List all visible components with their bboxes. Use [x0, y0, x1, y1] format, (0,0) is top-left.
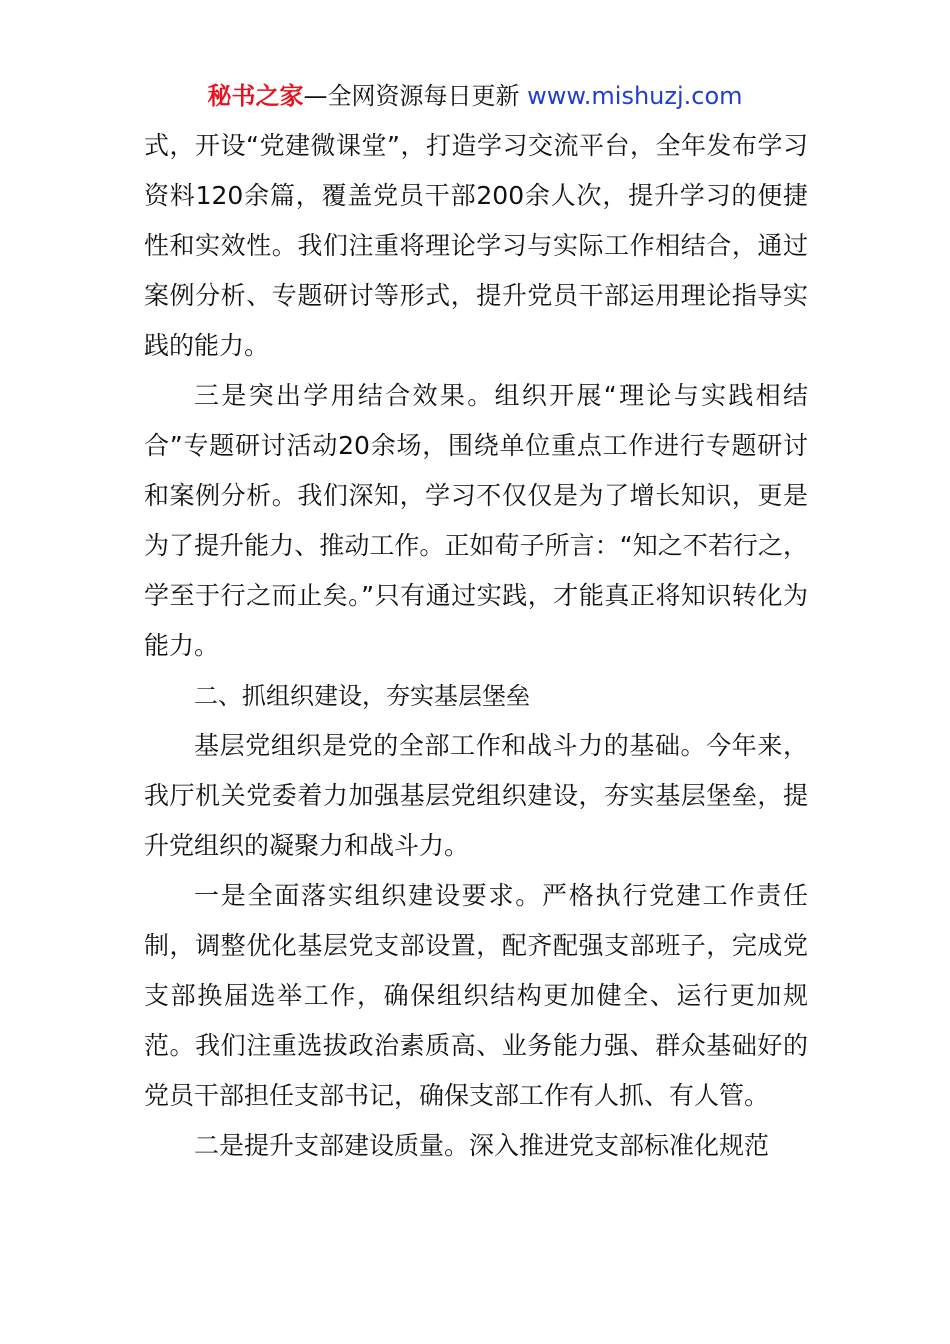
header-tagline: —全网资源每日更新 — [303, 82, 528, 110]
page-header — [0, 80, 950, 112]
paragraph-point-one: 一是全面落实组织建设要求。严格执行党建工作责任制，调整优化基层党支部设置，配齐配强支部班子，完成党支部换届选举工作，确保组织结构更加健全、运行更加规范。我们注重选拔政治素质高、业务能力强、群众基础好的党员干部担任支部书记，确保支部工作有人抓、有人管。 — [144, 881, 808, 1110]
paragraph-point-two: 二是提升支部建设质量。深入推进党支部标准化规范 — [194, 1131, 770, 1160]
paragraph-continuation: 式，开设“党建微课堂”，打造学习交流平台，全年发布学习资料120余篇，覆盖党员干部200余人次，提升学习的便捷性和实效性。我们注重将理论学习与实际工作相结合，通过案例分析、专题研讨等形式，提升党员干部运用理论指导实践的能力。 — [144, 131, 808, 360]
document-body — [144, 121, 808, 1171]
paragraph-point-three: 三是突出学用结合效果。组织开展“理论与实践相结合”专题研讨活动20余场，围绕单位重点工作进行专题研讨和案例分析。我们深知，学习不仅仅是为了增长知识，更是为了提升能力、推动工作。正如荀子所言：“知之不若行之，学至于行之而止矣。”只有通过实践，才能真正将知识转化为能力。 — [144, 381, 808, 660]
header-url-link[interactable]: www.mishuzj.com — [527, 82, 743, 110]
header-brand: 秘书之家 — [207, 82, 304, 110]
section-heading: 二、抓组织建设，夯实基层堡垒 — [194, 682, 530, 710]
paragraph-intro: 基层党组织是党的全部工作和战斗力的基础。今年来，我厅机关党委着力加强基层党组织建设，夯实基层堡垒，提升党组织的凝聚力和战斗力。 — [144, 731, 808, 860]
